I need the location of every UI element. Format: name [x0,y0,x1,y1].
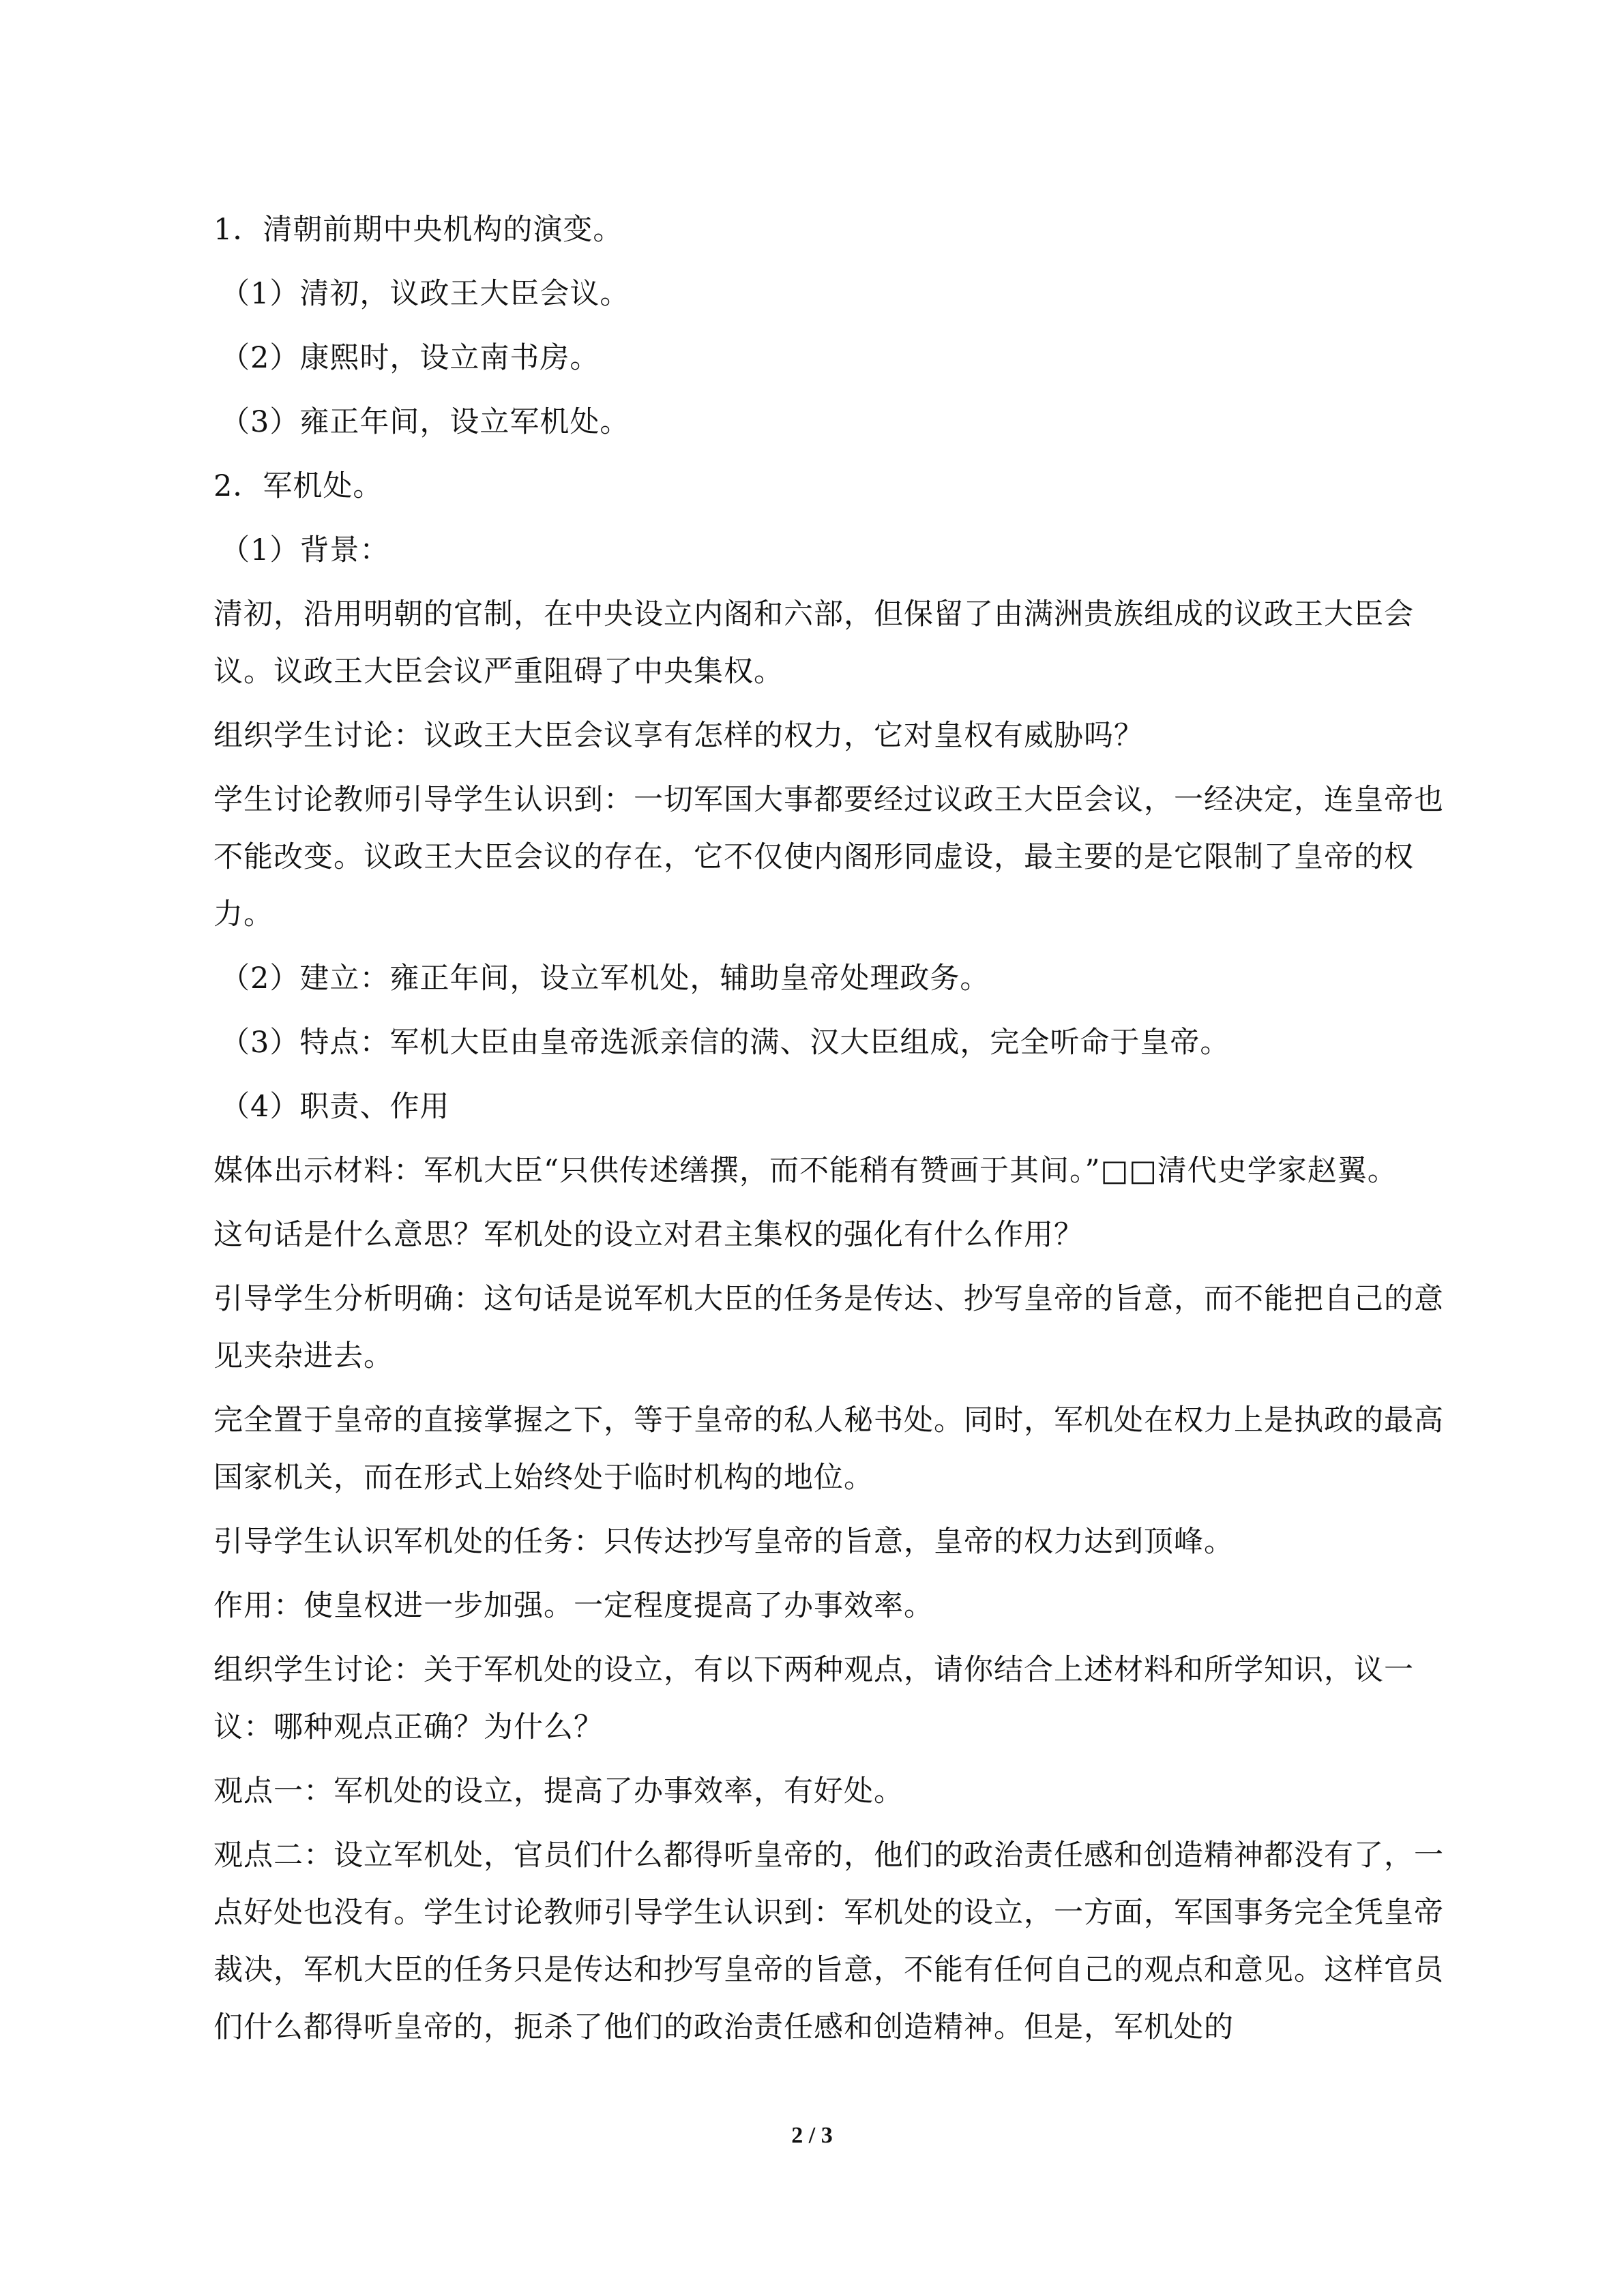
paragraph: 这句话是什么意思？军机处的设立对君主集权的强化有什么作用？ [213,1218,1084,1252]
subheading-duties: （4）职责、作用 [220,1090,450,1124]
paragraph: 组织学生讨论：关于军机处的设立，有以下两种观点，请你结合上述材料和所学知识，议一议：哪种观点正确？为什么？ [213,1653,1414,1744]
list-item: （2）康熙时，设立南书房。 [220,341,600,375]
page-number: 2 / 3 [791,2123,833,2148]
subheading-background: （1）背景： [220,533,390,567]
paragraph: 引导学生分析明确：这句话是说军机大臣的任务是传达、抄写皇帝的旨意，而不能把自己的意见夹杂进去。 [213,1282,1444,1373]
section-heading-2: 2．军机处。 [213,469,383,503]
paragraph: 组织学生讨论：议政王大臣会议享有怎样的权力，它对皇权有威胁吗？ [213,719,1144,753]
subheading-features: （3）特点：军机大臣由皇帝选派亲信的满、汉大臣组成，完全听命于皇帝。 [220,1026,1230,1060]
paragraph: 作用：使皇权进一步加强。一定程度提高了办事效率。 [213,1589,934,1623]
list-item: （3）雍正年间，设立军机处。 [220,405,630,439]
paragraph: 完全置于皇帝的直接掌握之下，等于皇帝的私人秘书处。同时，军机处在权力上是执政的最高国家机关，而在形式上始终处于临时机构的地位。 [213,1403,1444,1495]
paragraph: 清初，沿用明朝的官制，在中央设立内阁和六部，但保留了由满洲贵族组成的议政王大臣会议。议政王大臣会议严重阻碍了中央集权。 [213,597,1414,689]
section-heading-1: 1．清朝前期中央机构的演变。 [213,213,623,247]
paragraph: 观点一：军机处的设立，提高了办事效率，有好处。 [213,1774,904,1808]
subheading-establishment: （2）建立：雍正年间，设立军机处，辅助皇帝处理政务。 [220,961,990,996]
paragraph: 引导学生认识军机处的任务：只传达抄写皇帝的旨意，皇帝的权力达到顶峰。 [213,1525,1234,1559]
paragraph: 学生讨论教师引导学生认识到：一切军国大事都要经过议政王大臣会议，一经决定，连皇帝也不能改变。议政王大臣会议的存在，它不仅使内阁形同虚设，最主要的是它限制了皇帝的权力。 [213,783,1444,931]
paragraph: 媒体出示材料：军机大臣“只供传述缮撰，而不能稍有赞画于其间。”□□清代史学家赵翼。 [213,1154,1398,1188]
paragraph: 观点二：设立军机处，官员们什么都得听皇帝的，他们的政治责任感和创造精神都没有了，一点好处也没有。学生讨论教师引导学生认识到：军机处的设立，一方面，军国事务完全凭皇帝裁决，军机大臣的任务只是传达和抄写皇帝的旨意，不能有任何自己的观点和意见。这样官员们什么都得听皇帝的，扼杀了他们的政治责任感和创造精神。但是，军机处的 [213,1838,1444,2044]
list-item: （1）清初，议政王大臣会议。 [220,277,630,311]
document-body [213,201,1470,2063]
